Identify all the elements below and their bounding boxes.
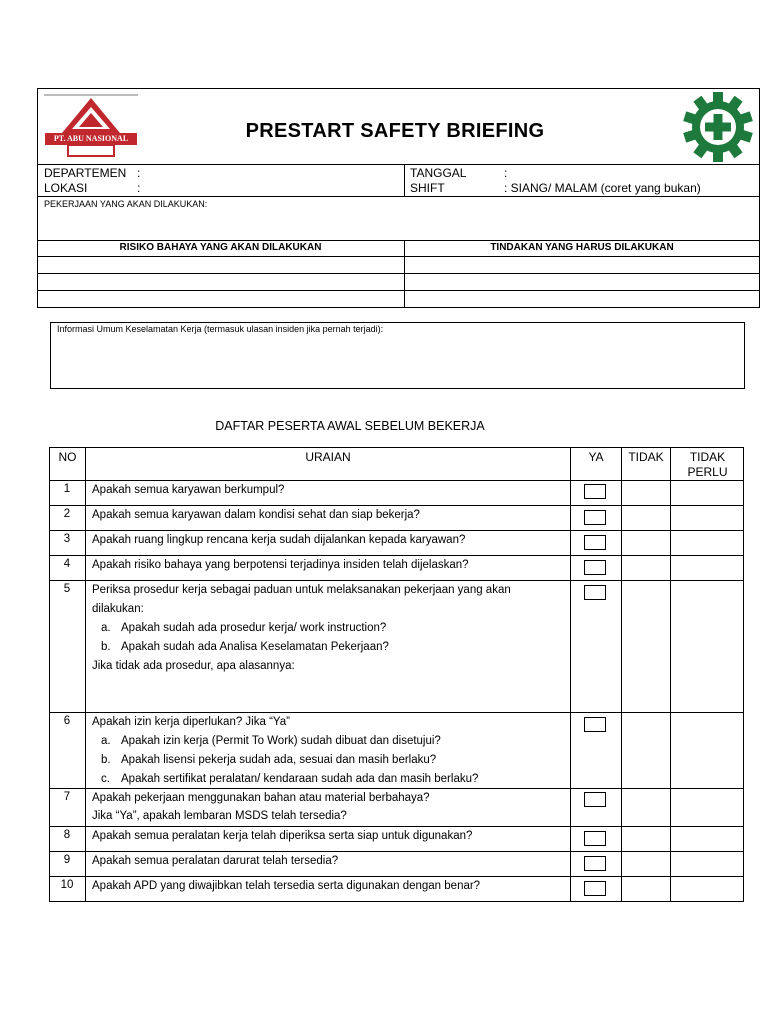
row-text: Apakah semua peralatan darurat telah tersedia? bbox=[92, 855, 339, 867]
col-header-tidak-perlu-line2: PERLU bbox=[687, 465, 728, 479]
col-header-tidak: TIDAK bbox=[628, 450, 664, 464]
row-text: Apakah APD yang diwajibkan telah tersedia serta digunakan dengan benar? bbox=[92, 880, 481, 892]
sub-mark: c. bbox=[101, 773, 110, 785]
row-text: Apakah ruang lingkup rencana kerja sudah dijalankan kepada karyawan? bbox=[92, 534, 466, 546]
col-header-tidak-perlu-line1: TIDAK bbox=[689, 450, 726, 464]
row-number: 3 bbox=[63, 533, 71, 545]
ya-checkbox[interactable] bbox=[584, 717, 606, 732]
sub-text: Apakah sudah ada Analisa Keselamatan Pekerjaan? bbox=[121, 641, 389, 653]
sub-text: Apakah sertifikat peralatan/ kendaraan sudah ada dan masih berlaku? bbox=[121, 773, 479, 785]
tanggal-label: TANGGAL bbox=[410, 166, 467, 180]
row-number: 9 bbox=[63, 854, 71, 866]
shift-value: : SIANG/ MALAM (coret yang bukan) bbox=[504, 181, 701, 195]
sub-mark: a. bbox=[101, 622, 111, 634]
row-text: Jika “Ya”, apakah lembaran MSDS telah tersedia? bbox=[92, 810, 347, 822]
tindakan-header: TINDAKAN YANG HARUS DILAKUKAN bbox=[490, 242, 674, 253]
info-box-label: Informasi Umum Keselamatan Kerja (termasuk ulasan insiden jika pernah terjadi): bbox=[57, 324, 384, 334]
warning-triangle-icon bbox=[42, 93, 140, 159]
tanggal-colon: : bbox=[504, 166, 508, 180]
lokasi-label: LOKASI bbox=[44, 181, 88, 195]
ya-checkbox[interactable] bbox=[584, 881, 606, 896]
col-header-ya: YA bbox=[588, 450, 604, 464]
row-text: Apakah izin kerja diperlukan? Jika “Ya” bbox=[92, 716, 290, 728]
ya-checkbox[interactable] bbox=[584, 560, 606, 575]
row-number: 5 bbox=[63, 583, 71, 595]
col-header-tidak-perlu bbox=[671, 450, 744, 480]
company-name: PT. ABU NASIONAL bbox=[53, 134, 129, 143]
company-logo bbox=[42, 93, 140, 159]
shift-label: SHIFT bbox=[410, 181, 445, 195]
row-text: Apakah risiko bahaya yang berpotensi terjadinya insiden telah dijelaskan? bbox=[92, 559, 469, 571]
risiko-header: RISIKO BAHAYA YANG AKAN DILAKUKAN bbox=[119, 242, 322, 253]
sub-mark: b. bbox=[101, 754, 111, 766]
row-text: dilakukan: bbox=[92, 603, 144, 615]
ya-checkbox[interactable] bbox=[584, 510, 606, 525]
row-number: 7 bbox=[63, 791, 71, 803]
sub-text: Apakah sudah ada prosedur kerja/ work instruction? bbox=[121, 622, 387, 634]
page-title: PRESTART SAFETY BRIEFING bbox=[245, 120, 545, 142]
row-number: 1 bbox=[63, 483, 71, 495]
row-number: 2 bbox=[63, 508, 71, 520]
row-number: 6 bbox=[63, 715, 71, 727]
ya-checkbox[interactable] bbox=[584, 535, 606, 550]
col-header-no: NO bbox=[58, 450, 77, 464]
row-text: Periksa prosedur kerja sebagai paduan untuk melaksanakan pekerjaan yang akan bbox=[92, 584, 511, 596]
sub-text: Apakah lisensi pekerja sudah ada, sesuai dan masih berlaku? bbox=[121, 754, 437, 766]
row-number: 4 bbox=[63, 558, 71, 570]
departemen-label: DEPARTEMEN bbox=[44, 166, 127, 180]
ya-checkbox[interactable] bbox=[584, 585, 606, 600]
checklist-title: DAFTAR PESERTA AWAL SEBELUM BEKERJA bbox=[215, 419, 485, 433]
ya-checkbox[interactable] bbox=[584, 831, 606, 846]
ya-checkbox[interactable] bbox=[584, 856, 606, 871]
row-number: 8 bbox=[63, 829, 71, 841]
col-header-uraian: URAIAN bbox=[305, 450, 351, 464]
pekerjaan-label: PEKERJAAN YANG AKAN DILAKUKAN: bbox=[44, 199, 208, 209]
row-text: Apakah semua karyawan berkumpul? bbox=[92, 484, 285, 496]
lokasi-colon: : bbox=[137, 181, 141, 195]
sub-mark: b. bbox=[101, 641, 111, 653]
departemen-colon: : bbox=[137, 166, 141, 180]
gear-cross-icon bbox=[680, 92, 756, 162]
row-text: Apakah semua karyawan dalam kondisi sehat dan siap bekerja? bbox=[92, 509, 420, 521]
row-text: Apakah semua peralatan kerja telah diperiksa serta siap untuk digunakan? bbox=[92, 830, 473, 842]
row-text: Apakah pekerjaan menggunakan bahan atau material berbahaya? bbox=[92, 792, 430, 804]
sub-mark: a. bbox=[101, 735, 111, 747]
sub-text: Apakah izin kerja (Permit To Work) sudah dibuat dan disetujui? bbox=[121, 735, 441, 747]
row-text: Jika tidak ada prosedur, apa alasannya: bbox=[92, 660, 295, 672]
ya-checkbox[interactable] bbox=[584, 792, 606, 807]
ya-checkbox[interactable] bbox=[584, 484, 606, 499]
k3-safety-logo bbox=[680, 92, 756, 162]
row-number: 10 bbox=[60, 879, 74, 891]
